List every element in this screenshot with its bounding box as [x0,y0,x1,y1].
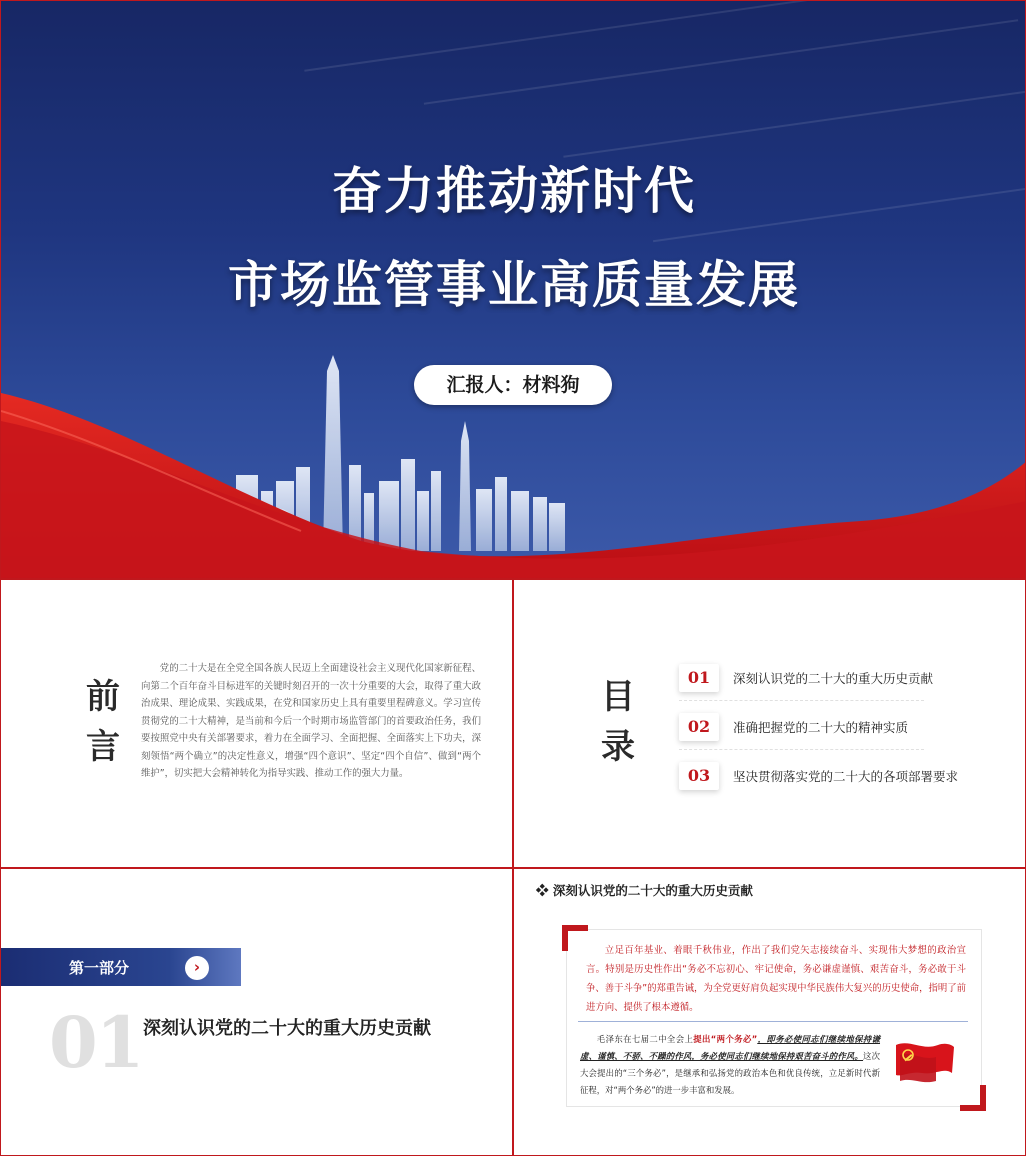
toc-label: 坚决贯彻落实党的二十大的各项部署要求 [733,769,959,784]
contents-heading-char: 目 [601,677,635,717]
preface-heading-char: 前 [86,677,120,717]
toc-divider [679,700,924,701]
cover-title-line-2: 市场监管事业高质量发展 [228,255,800,314]
corner-bracket-decoration [562,925,588,951]
reporter-pill: 汇报人：材料狗 [414,365,612,405]
toc-number: 02 [679,713,719,741]
quote-red-text: 立足百年基业、着眼千秋伟业，作出了我们党矢志接续奋斗、实现伟大梦想的政治宣言。特别是历史性作出“务必不忘初心、牢记使命，务必谦虚谨慎、艰苦奋斗，务必敢于斗争、善于斗争”的郑重告诫，为全党更好肩负起实现中华民族伟大复兴的历史使命，指明了前进方向、提供了根本遵循。 [586,945,966,1013]
content-header: ❖ 深刻认识党的二十大的重大历史贡献 [536,883,753,898]
preface-slide [0,579,513,868]
toc-label: 准确把握党的二十大的精神实质 [733,720,909,735]
corner-bracket-decoration [960,1085,986,1111]
quote-text-part: 毛泽东在七届二中全会上 [596,1034,694,1044]
quote-text-part: 这次大会提出的“三个务必”，是继承和弘扬党的政治本色和优良传统，立足新时代新征程，对“两个务必”的进一步丰富和发展。 [580,1051,880,1095]
section-number: 01 [49,1001,143,1084]
section-band [1,948,241,986]
toc-divider [679,749,924,750]
toc-label: 深刻认识党的二十大的重大历史贡献 [733,671,934,686]
section-label: 第一部分 [69,959,130,977]
content-slide [513,868,1026,1156]
light-streak [563,86,1026,158]
contents-slide [513,579,1026,868]
light-streak [424,19,1018,104]
chevron-right-icon[interactable]: › [185,956,209,980]
contents-heading [598,672,638,772]
toc-number: 01 [679,664,719,692]
quote-divider [578,1021,968,1022]
section-divider-slide [0,868,513,1156]
section-title: 深刻认识党的二十大的重大历史贡献 [143,1018,431,1039]
toc-item-3[interactable] [679,758,979,798]
toc-item-1[interactable] [679,660,979,700]
preface-heading [83,672,123,772]
party-flag-icon [892,1037,956,1087]
quote-black-text [580,1031,880,1099]
toc-number: 03 [679,762,719,790]
red-ribbon-decoration [1,381,1026,579]
quote-emphasis-underline: ，即务必使同志们继续地保持谦虚、谨慎、不骄、不躁的作风，务必使同志们继续地保持艰苦奋斗的作风。 [580,1034,881,1061]
preface-body-text: 党的二十大是在全党全国各族人民迈上全面建设社会主义现代化国家新征程、向第二个百年奋斗目标进军的关键时刻召开的一次十分重要的大会，取得了重大政治成果、理论成果、实践成果，在党和国家历史上具有重要里程碑意义。学习宣传贯彻党的二十大精神，是当前和今后一个时期市场监管部门的首要政治任务，我们要按照党中央有关部署要求，着力在全面学习、全面把握、全面落实上下功夫，深刻领悟“两个确立”的决定性意义，增强“四个意识”、坚定“四个自信”、做到“两个维护”，切实把大会精神转化为指导实践、推动工作的强大力量。 [141,663,481,779]
contents-heading-char: 录 [601,727,635,767]
cover-title-line-1: 奋力推动新时代 [332,161,696,220]
preface-heading-char: 言 [86,727,120,767]
toc-item-2[interactable] [679,709,979,749]
quote-emphasis-red: 提出“两个务必” [693,1034,758,1044]
